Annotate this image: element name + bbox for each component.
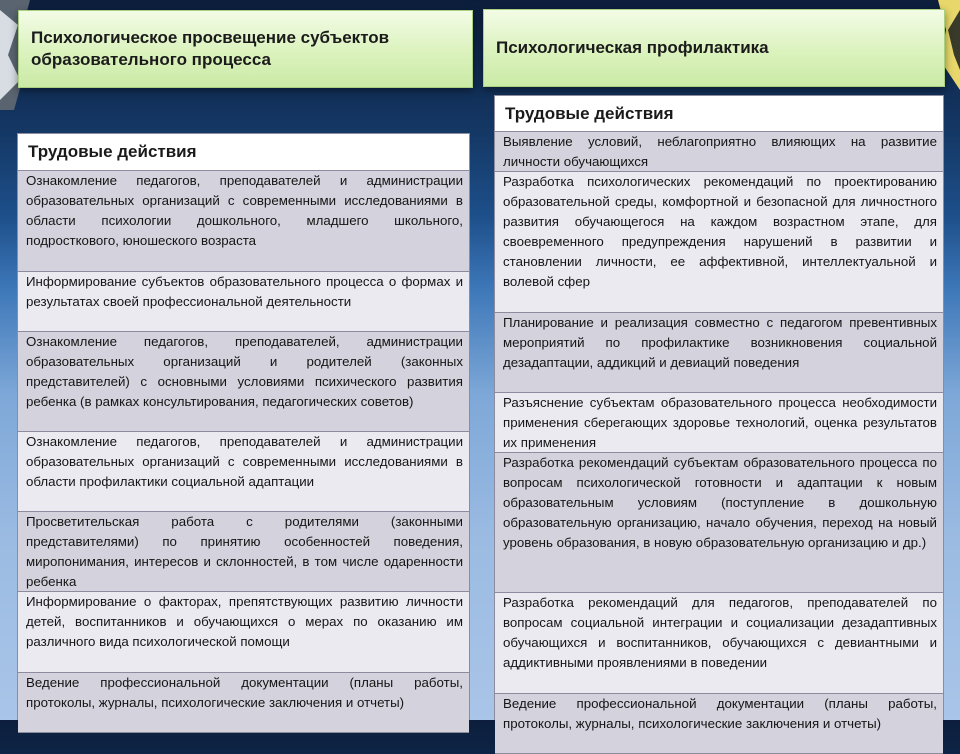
- right-table-title: Трудовые действия: [495, 96, 943, 132]
- table-row: Выявление условий, неблагоприятно влияющих на развитие личности обучающихся: [495, 132, 943, 172]
- table-row: Разработка рекомендаций субъектам образовательного процесса по вопросам психологической готовности и адаптации к новым образовательным условиям (поступление в дошкольную образовательную организацию, начало обучения, переход на новый уровень образования, в новую образовательную организацию и др.): [495, 453, 943, 593]
- right-actions-table: [494, 95, 944, 731]
- header-right-title: Психологическая профилактика: [496, 37, 769, 57]
- table-row: Разработка рекомендаций для педагогов, преподавателей по вопросам социальной интеграции и социализации дезадаптивных обучающихся и воспитанников, обучающихся с девиантными и аддиктивными проявлениями в поведении: [495, 593, 943, 694]
- table-row: Планирование и реализация совместно с педагогом превентивных мероприятий по профилактике возникновения социальной дезадаптации, аддикций и девиаций поведения: [495, 313, 943, 393]
- table-row: Ведение профессиональной документации (планы работы, протоколы, журналы, психологические заключения и отчеты): [18, 673, 469, 733]
- table-row: Ведение профессиональной документации (планы работы, протоколы, журналы, психологические заключения и отчеты): [495, 694, 943, 754]
- header-left-title: Психологическое просвещение субъектов образовательного процесса: [31, 27, 390, 69]
- table-row: Информирование о факторах, препятствующих развитию личности детей, воспитанников и обучающихся о мерах по оказанию им различного вида психологической помощи: [18, 592, 469, 673]
- table-row: Информирование субъектов образовательного процесса о формах и результатах своей профессиональной деятельности: [18, 272, 469, 332]
- table-row: Ознакомление педагогов, преподавателей, администрации образовательных организаций и родителей (законных представителей) с основными условиями психического развития ребенка (в рамках консультирования, педагогических советов): [18, 332, 469, 432]
- table-row: Ознакомление педагогов, преподавателей и администрации образовательных организаций с современными исследованиями в области психологии дошкольного, младшего школьного, подросткового, юношеского возраста: [18, 171, 469, 272]
- table-row: Разъяснение субъектам образовательного процесса необходимости применения сберегающих здоровье технологий, оценка результатов их применения: [495, 393, 943, 453]
- table-row: Разработка психологических рекомендаций по проектированию образовательной среды, комфортной и безопасной для личностного развития обучающегося на каждом возрастном этапе, для своевременного предупреждения нарушений в развитии и становлении личности, ее аффективной, интеллектуальной и волевой сфер: [495, 172, 943, 313]
- header-psychological-education: [18, 10, 473, 88]
- left-table-title: Трудовые действия: [18, 134, 469, 171]
- table-row: Ознакомление педагогов, преподавателей и администрации образовательных организаций с современными исследованиями в области профилактики социальной адаптации: [18, 432, 469, 512]
- left-actions-table: [17, 133, 470, 720]
- table-row: Просветительская работа с родителями (законными представителями) по принятию особенностей поведения, миропонимания, интересов и склонностей, в том числе одаренности ребенка: [18, 512, 469, 592]
- header-psychological-prevention: [483, 9, 945, 87]
